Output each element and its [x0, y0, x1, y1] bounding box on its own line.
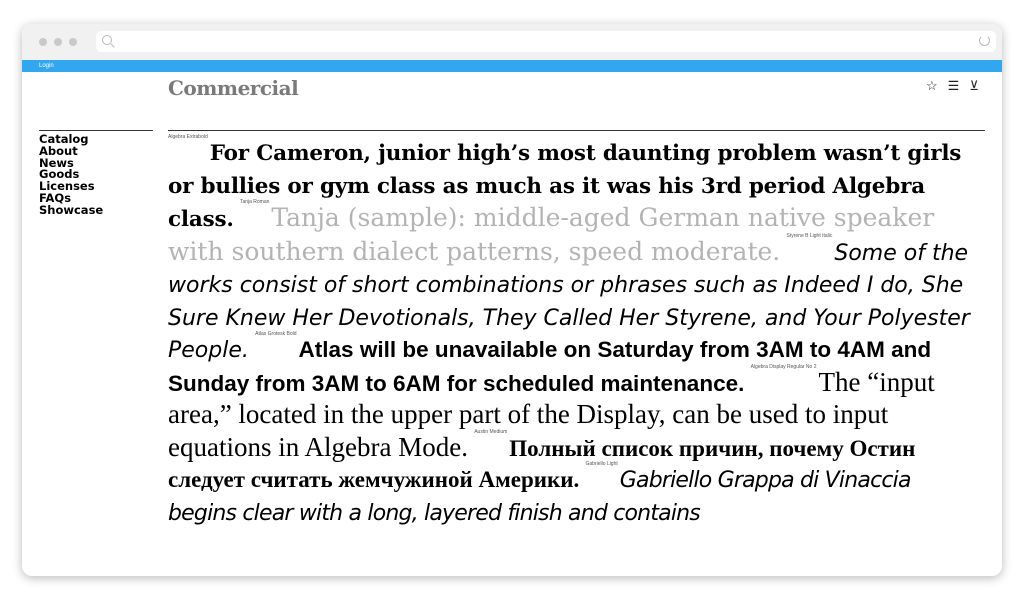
- specimen-text[interactable]: For Cameron, junior high’s most daunting problem wasn’t girls or bullies or gym class as much as it was his 3rd period Algebra class.: [168, 141, 962, 232]
- login-link[interactable]: Login: [39, 63, 54, 69]
- brand-logo[interactable]: Commercial: [168, 76, 299, 100]
- list-icon[interactable]: ☰: [947, 78, 960, 93]
- nav-item-licenses[interactable]: Licenses: [39, 179, 95, 194]
- specimen-text[interactable]: Tanja (sample): middle-aged German native speaker with southern dialect patterns, speed moderate.: [168, 203, 935, 266]
- window-minimize-dot[interactable]: [54, 38, 62, 46]
- specimen-paragraph: [168, 131, 985, 529]
- star-icon[interactable]: ☆: [926, 78, 938, 93]
- specimen-text[interactable]: Полный список причин, почему Остин следует считать жемчужиной Америки.: [168, 435, 916, 492]
- specimen-text[interactable]: Gabriello Grappa di Vinaccia begins clear with a long, layered finish and contains: [168, 468, 911, 526]
- header-icons: [926, 79, 979, 92]
- nav-item-faqs[interactable]: FAQs: [39, 190, 72, 205]
- type-specimen-area: [168, 130, 985, 541]
- nav-item-showcase[interactable]: Showcase: [39, 202, 104, 217]
- nav-item-goods[interactable]: Goods: [39, 167, 80, 182]
- cart-icon[interactable]: ⊻: [969, 78, 979, 93]
- browser-window: [22, 24, 1002, 576]
- browser-titlebar: [22, 24, 1002, 60]
- specimen-text[interactable]: The “input area,” located in the upper part of the Display, can be used to input equations in Algebra Mode.: [168, 366, 935, 462]
- font-label: Tanja Roman: [239, 199, 270, 205]
- specimen-text[interactable]: Atlas will be unavailable on Saturday from 3AM to 4AM and Sunday from 3AM to 6AM for scheduled maintenance.: [168, 337, 932, 396]
- window-close-dot[interactable]: [39, 38, 47, 46]
- specimen-text[interactable]: Some of the works consist of short combinations or phrases such as Indeed I do, She Sure Knew Her Devotionals, They Called Her Styrene, and Your Polyester People.: [168, 240, 970, 363]
- nav-item-catalog[interactable]: Catalog: [39, 132, 89, 146]
- font-label: Algebra Extrabold: [168, 134, 208, 140]
- nav-item-news[interactable]: News: [39, 155, 74, 170]
- top-bar: [22, 60, 1002, 72]
- font-label: Atlas Grotesk Bold: [255, 331, 297, 337]
- address-bar[interactable]: [96, 31, 996, 52]
- window-maximize-dot[interactable]: [69, 38, 77, 46]
- font-label: Austin Medium: [474, 428, 508, 435]
- reload-icon[interactable]: [979, 35, 990, 46]
- sidebar-nav: [39, 130, 153, 217]
- font-label: Algebra Display Regular No 2: [750, 363, 817, 370]
- font-label: Styrene B Light Italic: [786, 232, 833, 239]
- search-icon: [102, 35, 112, 45]
- nav-item-about[interactable]: About: [39, 143, 78, 158]
- font-label: Gabriello Light: [585, 461, 618, 467]
